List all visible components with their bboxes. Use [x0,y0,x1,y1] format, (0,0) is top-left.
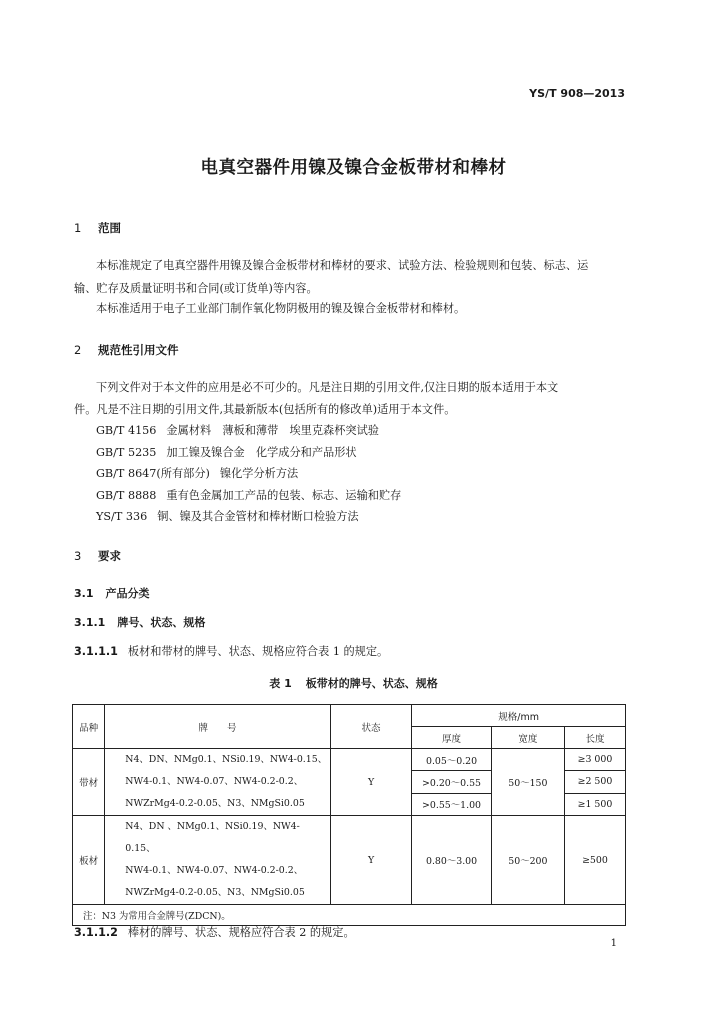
product-strip: 带材 [73,749,105,816]
thickness-cell: 0.05～0.20 [412,749,492,771]
header-length: 长度 [564,727,625,749]
section-title: 范围 [98,221,121,235]
clause-number: 3.1.1.1 [74,645,118,658]
table-row [73,749,626,771]
reference-code: GB/T 5235 [96,446,157,459]
section-2-heading [74,342,179,358]
length-cell: ≥2 500 [564,771,625,793]
grade-list-strip [105,749,331,816]
paragraph: 本标准规定了电真空器件用镍及镍合金板带材和棒材的要求、试验方法、检验规则和包装、标志、运 [96,259,589,272]
length-plate: ≥500 [564,816,625,905]
header-product: 品种 [73,705,105,749]
thickness-plate: 0.80～3.00 [412,816,492,905]
section-title: 产品分类 [105,587,150,600]
reference-item [96,422,379,438]
length-cell: ≥1 500 [564,793,625,815]
paragraph: 本标准适用于电子工业部门制作氧化物阴极用的镍及镍合金板带材和棒材。 [96,302,466,315]
section-3-heading [74,548,121,564]
table-1 [72,704,626,926]
reference-name: 加工镍及镍合金 化学成分和产品形状 [166,446,357,459]
grade-line: N4、DN 、NMg0.1、NSi0.19、NW4-0.15、 [125,821,300,854]
thickness-cell: >0.55～1.00 [412,793,492,815]
paragraph: 件。凡是不注日期的引用文件,其最新版本(包括所有的修改单)适用于本文件。 [74,403,456,416]
table-note: 注：N3 为常用合金牌号(ZDCN)。 [73,905,626,926]
subsection-3-1-1-heading [74,614,205,630]
section-title: 牌号、状态、规格 [117,616,206,629]
reference-name: 铜、镍及其合金管材和棒材断口检验方法 [157,510,359,523]
section-1-heading [74,220,121,236]
clause-3-1-1-2 [74,924,355,940]
reference-code: YS/T 336 [96,510,148,523]
table-caption [0,675,707,691]
reference-name: 重有色金属加工产品的包装、标志、运输和贮存 [166,489,402,502]
reference-item [96,465,298,481]
paragraph: 下列文件对于本文件的应用是必不可少的。凡是注日期的引用文件,仅注日期的版本适用于本文 [96,381,559,394]
clause-number: 3.1.1.2 [74,926,118,939]
product-plate: 板材 [73,816,105,905]
table-header-row [73,705,626,727]
grade-line: NW4-0.1、NW4-0.07、NW4-0.2-0.2、 [125,776,304,787]
reference-code: GB/T 4156 [96,424,157,437]
header-spec: 规格/mm [412,705,626,727]
grade-line: NWZrMg4-0.2-0.05、N3、NMgSi0.05 [125,798,305,809]
section-number: 1 [74,221,82,235]
clause-text: 板材和带材的牌号、状态、规格应符合表 1 的规定。 [127,645,389,658]
table-number: 表 1 [269,677,292,690]
reference-name: 镍化学分析方法 [219,467,299,480]
section-number: 3.1.1 [74,616,106,629]
header-grade: 牌 号 [105,705,331,749]
page-number: 1 [610,938,617,949]
paragraph: 输、贮存及质量证明书和合同(或订货单)等内容。 [74,282,318,295]
section-title: 要求 [98,549,121,563]
width-strip: 50～150 [491,749,564,816]
header-width: 宽度 [491,727,564,749]
width-plate: 50～200 [491,816,564,905]
reference-item [96,444,357,460]
section-number: 2 [74,343,82,357]
grade-list-plate [105,816,331,905]
length-cell: ≥3 000 [564,749,625,771]
section-title: 规范性引用文件 [98,343,179,357]
grade-line: NW4-0.1、NW4-0.07、NW4-0.2-0.2、 [125,865,304,876]
reference-item [96,487,401,503]
grade-line: NWZrMg4-0.2-0.05、N3、NMgSi0.05 [125,887,305,898]
section-number: 3.1 [74,587,94,600]
document-title: 电真空器件用镍及镍合金板带材和棒材 [200,158,507,178]
clause-text: 棒材的牌号、状态、规格应符合表 2 的规定。 [127,926,355,939]
subsection-3-1-heading [74,585,150,601]
table-row [73,816,626,905]
grade-line: N4、DN、NMg0.1、NSi0.19、NW4-0.15、 [125,754,328,765]
header-temper: 状态 [330,705,411,749]
table-note-row [73,905,626,926]
table-title: 板带材的牌号、状态、规格 [305,677,438,690]
reference-code: GB/T 8647(所有部分) [96,467,210,480]
header-thickness: 厚度 [412,727,492,749]
reference-code: GB/T 8888 [96,489,157,502]
reference-item [96,508,359,524]
thickness-cell: >0.20～0.55 [412,771,492,793]
temper-strip: Y [330,749,411,816]
reference-name: 金属材料 薄板和薄带 埃里克森杯突试验 [166,424,379,437]
section-number: 3 [74,549,82,563]
temper-plate: Y [330,816,411,905]
standard-number: YS/T 908—2013 [529,87,625,100]
clause-3-1-1-1 [74,643,388,659]
